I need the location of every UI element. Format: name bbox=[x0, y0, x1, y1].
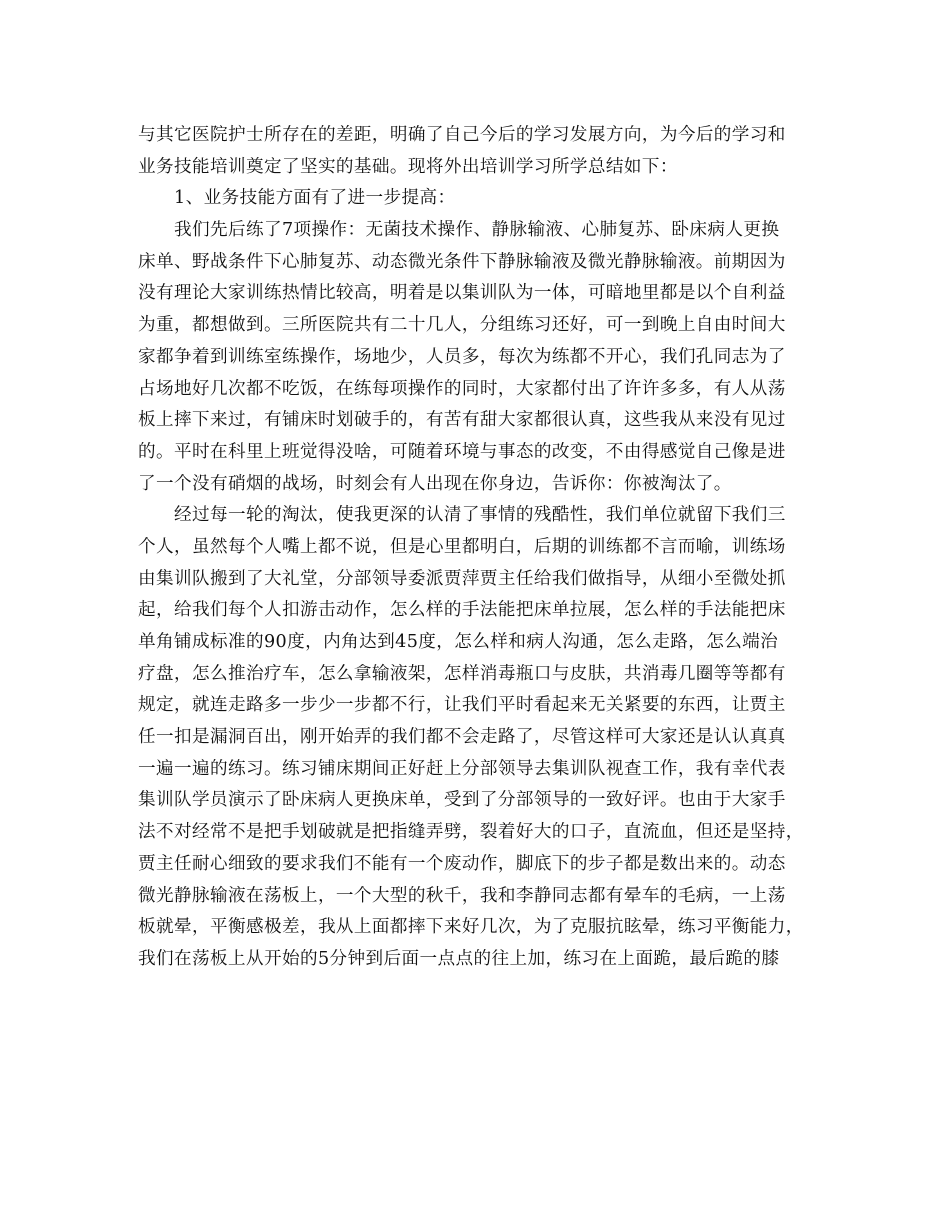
text-line: 起，给我们每个人扣游击动作，怎么样的手法能把床单拉展，怎么样的手法能把床 bbox=[138, 600, 786, 621]
text-line: 板上摔下来过，有铺床时划破手的，有苦有甜大家都很认真，这些我从来没有见过 bbox=[138, 410, 786, 431]
text-line: 我们在荡板上从开始的5分钟到后面一点点的往上加，练习在上面跪，最后跪的膝 bbox=[138, 948, 780, 969]
text-line: 个人，虽然每个人嘴上都不说，但是心里都明白，后期的训练都不言而喻，训练场 bbox=[138, 536, 786, 557]
text-line: 贾主任耐心细致的要求我们不能有一个废动作，脚底下的步子都是数出来的。动态 bbox=[138, 853, 786, 874]
text-line: 单角铺成标准的90度，内角达到45度，怎么样和病人沟通，怎么走路，怎么端治 bbox=[138, 632, 779, 652]
text-line: 疗盘，怎么推治疗车，怎么拿输液架，怎样消毒瓶口与皮肤，共消毒几圈等等都有 bbox=[138, 663, 786, 684]
text-line: 了一个没有硝烟的战场，时刻会有人出现在你身边，告诉你：你被淘汰了。 bbox=[138, 473, 732, 494]
text-line: 板就晕，平衡感极差，我从上面都摔下来好几次，为了克服抗眩晕，练习平衡能力， bbox=[138, 917, 804, 938]
paragraph-start-line: 经过每一轮的淘汰，使我更深的认清了事情的残酷性，我们单位就留下我们三 bbox=[174, 505, 786, 526]
text-line: 规定，就连走路多一步少一步都不行，让我们平时看起来无关紧要的东西，让贾主 bbox=[138, 695, 786, 716]
text-line: 的。平时在科里上班觉得没啥，可随着环境与事态的改变，不由得感觉自己像是进 bbox=[138, 441, 786, 462]
paragraph-start-line: 我们先后练了7项操作：无菌技术操作、静脉输液、心肺复苏、卧床病人更换 bbox=[174, 220, 780, 241]
section-heading: 1、业务技能方面有了进一步提高： bbox=[174, 188, 456, 209]
text-line: 集训队学员演示了卧床病人更换床单，受到了分部领导的一致好评。也由于大家手 bbox=[138, 790, 786, 811]
text-line: 由集训队搬到了大礼堂，分部领导委派贾萍贾主任给我们做指导，从细小至微处抓 bbox=[138, 568, 786, 589]
text-line: 为重，都想做到。三所医院共有二十几人，分组练习还好，可一到晚上自由时间大 bbox=[138, 315, 786, 336]
text-line: 微光静脉输液在荡板上，一个大型的秋千，我和李静同志都有晕车的毛病，一上荡 bbox=[138, 885, 786, 906]
text-line: 一遍一遍的练习。练习铺床期间正好赶上分部领导去集训队视查工作，我有幸代表 bbox=[138, 758, 786, 779]
text-line: 业务技能培训奠定了坚实的基础。现将外出培训学习所学总结如下： bbox=[138, 156, 678, 177]
text-line: 床单、野战条件下心肺复苏、动态微光条件下静脉输液及微光静脉输液。前期因为 bbox=[138, 251, 786, 272]
document-body bbox=[138, 120, 822, 976]
text-line: 与其它医院护士所存在的差距，明确了自己今后的学习发展方向，为今后的学习和 bbox=[138, 125, 786, 145]
text-line: 占场地好几次都不吃饭，在练每项操作的同时，大家都付出了许许多多，有人从荡 bbox=[138, 378, 786, 399]
text-line: 法不对经常不是把手划破就是把指缝弄劈，裂着好大的口子，直流血，但还是坚持， bbox=[138, 822, 804, 843]
text-line: 任一扣是漏洞百出，刚开始弄的我们都不会走路了，尽管这样可大家还是认认真真 bbox=[138, 727, 786, 748]
text-line: 家都争着到训练室练操作，场地少，人员多，每次为练都不开心，我们孔同志为了 bbox=[138, 346, 786, 367]
text-line: 没有理论大家训练热情比较高，明着是以集训队为一体，可暗地里都是以个自利益 bbox=[138, 283, 786, 304]
